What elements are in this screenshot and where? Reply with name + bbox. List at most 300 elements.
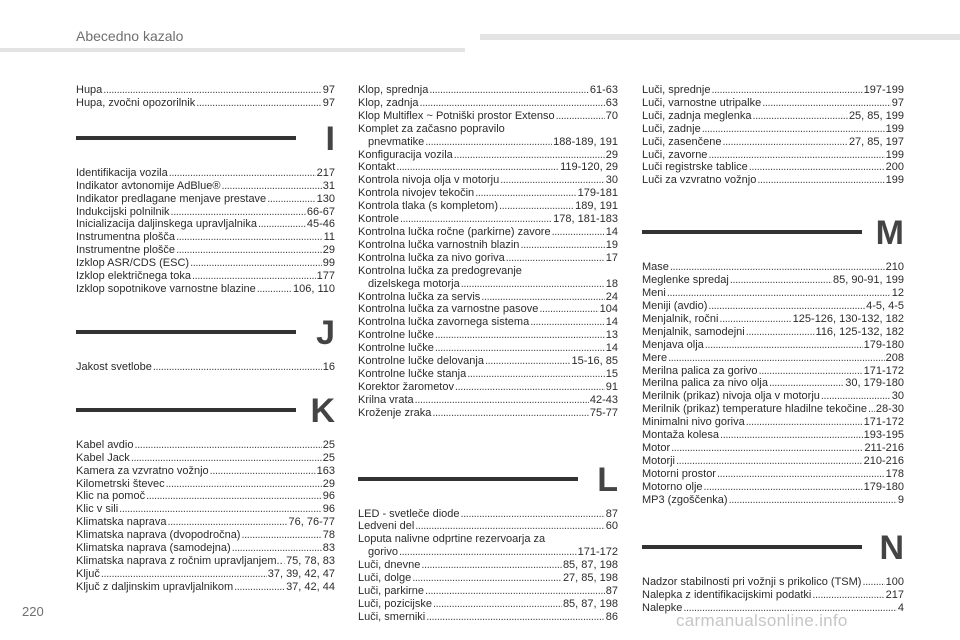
entry-pages: 179-180 <box>863 480 904 493</box>
section-letter: M <box>875 214 904 253</box>
entry-term: Mase <box>642 261 669 274</box>
entry-term: Instrumentne plošče <box>76 244 176 257</box>
index-entry <box>642 84 904 97</box>
index-entry <box>76 439 335 452</box>
entry-pages: 211-216 <box>864 441 904 454</box>
index-entry <box>642 377 904 390</box>
entry-pages: 70 <box>605 109 618 122</box>
section-letter: J <box>316 313 335 352</box>
entry-pages: 200 <box>885 161 904 174</box>
entry-pages: 37, 39, 42, 47 <box>267 567 335 580</box>
entry-pages: 193-195 <box>863 429 904 442</box>
entry-term: Kontrolne lučke <box>358 342 434 355</box>
entry-term: Kamera za vzvratno vožnjo <box>76 464 209 477</box>
index-entry <box>642 136 904 149</box>
entry-term: Klimatska naprava z ročnim upravljanjem.. <box>76 554 283 567</box>
index-entry <box>642 468 904 481</box>
index-entry <box>358 355 618 368</box>
entry-term: Luči, dolge <box>358 572 412 585</box>
index-entry <box>642 261 904 274</box>
entry-term: Indikator avtonomije AdBlue® <box>76 179 221 192</box>
dot-leader <box>135 439 322 452</box>
dot-leader <box>720 429 863 442</box>
index-entry <box>76 452 335 465</box>
index-entry <box>76 270 335 283</box>
entry-term: Mere <box>642 351 668 364</box>
entry-term: Instrumentna plošča <box>76 231 176 244</box>
m-entries <box>642 261 904 506</box>
entry-pages: 75-77 <box>589 406 618 419</box>
dot-leader <box>169 167 316 180</box>
index-entry <box>76 465 335 478</box>
entry-pages: 4-5, 4-5 <box>866 299 904 312</box>
entry-term: Luči, sprednje <box>642 84 711 96</box>
index-entry <box>358 110 618 123</box>
index-entry <box>358 508 618 521</box>
entry-pages: 78 <box>322 529 335 542</box>
dot-leader <box>166 478 322 491</box>
dot-leader <box>415 520 604 533</box>
entry-pages: 61-63 <box>589 84 618 96</box>
dot-leader <box>190 257 322 270</box>
dot-leader <box>415 394 589 407</box>
index-entry <box>358 226 618 239</box>
entry-term: Meglenke spredaj <box>642 274 729 287</box>
dot-leader <box>862 576 884 589</box>
entry-pages: 31 <box>322 179 335 192</box>
index-entry <box>642 274 904 287</box>
entry-pages: 119-120, 29 <box>560 161 618 174</box>
section-divider <box>76 330 296 334</box>
entry-term: Menjalnik, samodejni <box>642 325 745 338</box>
l-entries-b <box>358 559 618 624</box>
entry-pages: 199 <box>885 174 904 187</box>
entry-pages: 27, 85, 198 <box>562 572 618 585</box>
index-entry <box>76 478 335 491</box>
entry-term: Motorji <box>642 454 676 467</box>
index-entry <box>358 239 618 252</box>
dot-leader <box>433 598 562 611</box>
index-entry <box>642 390 904 403</box>
entry-pages: 85, 90-91, 199 <box>833 274 904 287</box>
dot-leader <box>757 174 884 187</box>
index-entry <box>642 149 904 162</box>
index-entry <box>358 546 618 559</box>
index-entry <box>76 244 335 257</box>
entry-pages: 179-180 <box>863 338 904 351</box>
entry-pages: 97 <box>891 96 904 109</box>
dot-leader <box>812 589 884 602</box>
entry-pages: 171-172 <box>863 364 904 377</box>
dot-leader <box>454 149 605 162</box>
entry-term: Luči za vzvratno vožnjo <box>642 174 757 187</box>
dot-leader <box>176 231 323 244</box>
index-entry <box>642 365 904 378</box>
entry-pages: 45-46 <box>306 218 335 231</box>
section-letter: N <box>879 529 904 568</box>
dot-leader <box>455 381 605 394</box>
entry-term: Luči registrske tablice <box>642 161 748 174</box>
entry-term: Luči, zasenčene <box>642 135 722 148</box>
dot-leader <box>708 300 865 313</box>
dot-leader <box>717 468 885 481</box>
entry-term: Kontakt <box>358 161 396 174</box>
index-entry <box>358 161 618 174</box>
entry-term: Luči, zavorne <box>642 148 708 161</box>
index-entry <box>642 161 904 174</box>
index-entry <box>358 278 618 291</box>
entry-term: Jakost svetlobe <box>76 360 152 373</box>
entry-term: Motorni prostor <box>642 467 716 480</box>
dot-leader <box>752 110 847 123</box>
entry-pages: 15-16, 85 <box>571 355 618 368</box>
dot-leader <box>539 303 598 316</box>
index-entry <box>76 490 335 503</box>
entry-term: dizelskega motorja <box>368 277 460 290</box>
dot-leader <box>671 442 863 455</box>
index-entry <box>358 187 618 200</box>
dot-leader <box>759 365 863 378</box>
entry-term: Klimatska naprava (dvopodročna) <box>76 529 241 542</box>
entry-pages: 27, 85, 197 <box>848 135 904 148</box>
entry-term: Kroženje zraka <box>358 406 432 419</box>
index-entry <box>76 218 335 231</box>
dot-leader <box>171 206 306 219</box>
entry-pages: 83 <box>322 542 335 555</box>
entry-term: Merilnik (prikaz) nivoja olja v motorju <box>642 390 820 403</box>
section-header-j <box>76 313 335 361</box>
index-entry <box>358 149 618 162</box>
index-entry <box>76 193 335 206</box>
entry-pages: 14 <box>605 225 618 238</box>
section-header-k <box>76 391 335 439</box>
entry-term: Nalepka z identifikacijskimi podatki <box>642 589 812 602</box>
entry-term: Kontrolna lučka za nivo goriva <box>358 251 505 264</box>
entry-term: Meni <box>642 287 666 300</box>
entry-term: Kontrolna lučka ročne (parkirne) zavore <box>358 225 551 238</box>
dot-leader <box>730 274 832 287</box>
dot-leader <box>232 542 322 555</box>
entry-pages: 4 <box>897 602 904 615</box>
entry-pages: 76, 76-77 <box>288 516 335 529</box>
dot-leader <box>769 377 844 390</box>
dot-leader <box>131 452 322 465</box>
dot-leader <box>153 361 322 374</box>
dot-leader <box>435 342 605 355</box>
index-entry <box>642 429 904 442</box>
entry-pages: 97 <box>322 84 335 96</box>
dot-leader <box>176 244 322 257</box>
entry-term: Luči, smerniki <box>358 610 426 623</box>
index-entry <box>76 257 335 270</box>
page-header-title: Abecedno kazalo <box>76 28 184 44</box>
dot-leader <box>420 97 605 110</box>
section-letter: I <box>325 119 335 158</box>
entry-pages: 15 <box>605 367 618 380</box>
entry-pages: 63 <box>605 96 618 109</box>
entry-pages: 96 <box>322 490 335 503</box>
entry-term: Kontrolne lučke delovanja <box>358 355 484 368</box>
dot-leader <box>221 180 321 193</box>
entry-pages: 116, 125-132, 182 <box>815 325 904 338</box>
dot-leader <box>475 187 576 200</box>
dot-leader <box>267 193 315 206</box>
entry-pages: 188-189, 191 <box>553 135 618 148</box>
entry-term: Merilna palica za gorivo <box>642 364 758 377</box>
dot-leader <box>708 149 884 162</box>
index-entry <box>642 494 904 507</box>
entry-term: Kabel avdio <box>76 438 134 451</box>
entry-term: Klop, sprednja <box>358 84 429 96</box>
j-entries <box>76 361 335 374</box>
entry-pages: 104 <box>599 303 618 316</box>
entry-pages: 29 <box>605 148 618 161</box>
entry-term: Merilnik (prikaz) temperature hladilne tekočine <box>642 403 867 416</box>
index-entry <box>358 316 618 329</box>
entry-term: Izklop ASR/CDS (ESC) <box>76 257 190 270</box>
entry-term: Merilna palica za nivo olja <box>642 377 768 390</box>
index-entry <box>358 97 618 110</box>
entry-pages: 66-67 <box>306 205 335 218</box>
index-entry <box>642 589 904 602</box>
entry-pages: 42-43 <box>589 393 618 406</box>
dot-leader <box>719 313 791 326</box>
entry-term: Kontrolna lučka za varnostne pasove <box>358 303 539 316</box>
entry-pages: 199 <box>885 122 904 135</box>
entry-term: Klic v sili <box>76 503 119 516</box>
entry-pages: 60 <box>605 520 618 533</box>
index-entry <box>642 481 904 494</box>
dot-leader <box>432 407 588 420</box>
index-entry <box>642 300 904 313</box>
entry-term: Ključ <box>76 567 100 580</box>
index-entry <box>76 516 335 529</box>
index-entry <box>76 206 335 219</box>
index-entry <box>76 180 335 193</box>
k-entries-c <box>358 291 618 420</box>
index-entry <box>642 123 904 136</box>
entry-pages: 199 <box>885 148 904 161</box>
dot-leader <box>234 581 285 594</box>
entry-term: gorivo <box>368 546 398 559</box>
dot-leader <box>500 174 605 187</box>
index-entry <box>358 559 618 572</box>
index-entry-heading: Loputa nalivne odprtine rezervoarja za <box>358 533 546 546</box>
entry-term: Kontrole <box>358 213 399 226</box>
index-entry-heading: Komplet za začasno popravilo <box>358 122 505 135</box>
index-entry <box>358 520 618 533</box>
entry-pages: 17 <box>605 251 618 264</box>
entry-pages: 163 <box>316 464 335 477</box>
index-entry <box>642 313 904 326</box>
l-entries-a <box>358 508 618 534</box>
entry-pages: 37, 42, 44 <box>286 580 335 593</box>
dot-leader <box>461 508 605 521</box>
index-entry <box>76 167 335 180</box>
index-column-3 <box>642 84 904 615</box>
header-divider-right <box>480 34 960 40</box>
dot-leader <box>552 226 605 239</box>
entry-pages: 100 <box>885 576 904 589</box>
entry-term: Hupa, zvočni opozorilnik <box>76 96 196 109</box>
entry-term: Kontrolna lučka za servis <box>358 290 481 303</box>
dot-leader <box>749 161 885 174</box>
entry-term: Kontrola nivojev tekočin <box>358 187 475 200</box>
entry-pages: 16 <box>322 360 335 373</box>
dot-leader <box>412 572 562 585</box>
section-divider <box>642 545 862 549</box>
entry-pages: 130 <box>316 192 335 205</box>
section-divider <box>642 230 862 234</box>
entry-term: LED - svetleče diode <box>358 507 460 520</box>
index-entry <box>358 381 618 394</box>
entry-term: Luči, dnevne <box>358 559 421 572</box>
dot-leader <box>506 252 605 265</box>
dot-leader <box>429 84 589 97</box>
section-header-i <box>76 119 335 167</box>
index-entry <box>76 84 335 97</box>
entry-term: Konfiguracija vozila <box>358 148 453 161</box>
dot-leader <box>435 329 605 342</box>
index-entry <box>358 84 618 97</box>
dot-leader <box>712 84 863 97</box>
entry-term: Luči, parkirne <box>358 585 425 597</box>
entry-pages: 25, 85, 199 <box>848 109 904 122</box>
entry-pages: 29 <box>322 244 335 257</box>
index-entry <box>642 110 904 123</box>
dot-leader <box>746 416 863 429</box>
dot-leader <box>257 283 292 296</box>
entry-pages: 178 <box>885 467 904 480</box>
entry-pages: 85, 87, 198 <box>562 559 618 572</box>
dot-leader <box>868 403 875 416</box>
index-entry <box>358 394 618 407</box>
dot-leader <box>210 465 316 478</box>
k-entries-a <box>358 84 618 123</box>
index-entry <box>642 326 904 339</box>
dot-leader <box>705 339 863 352</box>
dot-leader <box>821 390 891 403</box>
entry-term: Luči, zadnja meglenka <box>642 109 752 122</box>
entry-pages: 106, 110 <box>292 282 335 295</box>
l-entries <box>642 84 904 187</box>
entry-pages: 18 <box>605 277 618 290</box>
index-column-2 <box>358 84 618 624</box>
index-entry <box>642 416 904 429</box>
index-entry <box>642 576 904 589</box>
entry-term: Kilometrski števec <box>76 477 165 490</box>
index-entry <box>358 329 618 342</box>
entry-pages: 25 <box>322 438 335 451</box>
entry-term: Nadzor stabilnosti pri vožnji s prikolico (TSM) <box>642 576 862 589</box>
entry-term: Identifikacija vozila <box>76 166 168 179</box>
index-entry <box>358 252 618 265</box>
index-entry <box>358 200 618 213</box>
entry-pages: 210-216 <box>863 454 904 467</box>
i-entries <box>76 167 335 296</box>
dot-leader <box>485 355 571 368</box>
entry-term: Menjava olja <box>642 338 704 351</box>
dot-leader <box>421 559 562 572</box>
entry-pages: 87 <box>605 507 618 520</box>
dot-leader <box>667 287 891 300</box>
index-entry <box>76 581 335 594</box>
entry-term: pnevmatike <box>368 135 425 148</box>
entry-term: Hupa <box>76 84 103 96</box>
index-entry <box>642 403 904 416</box>
entry-pages: 24 <box>605 290 618 303</box>
index-entry <box>642 97 904 110</box>
index-entry <box>642 174 904 187</box>
k-entries-b <box>358 149 618 265</box>
h-entries <box>76 84 335 110</box>
entry-pages: 217 <box>885 589 904 602</box>
entry-term: Nalepke <box>642 602 683 615</box>
entry-term: Luči, pozicijske <box>358 597 432 610</box>
index-entry <box>358 342 618 355</box>
section-divider <box>76 136 296 140</box>
entry-pages: 210 <box>885 261 904 274</box>
page-number: 220 <box>22 604 44 619</box>
entry-term: Klimatska naprava <box>76 516 167 529</box>
entry-pages: 29 <box>322 477 335 490</box>
index-entry <box>358 611 618 624</box>
dot-leader <box>556 110 605 123</box>
entry-pages: 97 <box>322 96 335 109</box>
entry-pages: 217 <box>316 166 335 179</box>
entry-term: MP3 (zgoščenka) <box>642 493 728 506</box>
entry-term: Menjalnik, ročni <box>642 312 719 325</box>
entry-term: Motorno olje <box>642 480 703 493</box>
index-entry <box>358 598 618 611</box>
entry-pages: 171-172 <box>863 416 904 429</box>
index-entry <box>358 407 618 420</box>
entry-term: Krilna vrata <box>358 393 414 406</box>
watermark-text: carmanualsonline.info <box>676 611 848 630</box>
index-entry <box>76 555 335 568</box>
index-entry <box>358 174 618 187</box>
dot-leader <box>119 503 322 516</box>
entry-term: Kontrolna lučka varnostnih blazin <box>358 238 520 251</box>
entry-pages: 178, 181-183 <box>553 213 618 226</box>
entry-pages: 179-181 <box>577 187 618 200</box>
entry-pages: 25 <box>322 451 335 464</box>
entry-pages: 197-199 <box>863 84 904 96</box>
entry-term: Ledveni del <box>358 520 415 533</box>
dot-leader <box>668 352 885 365</box>
entry-term: Klic na pomoč <box>76 490 146 503</box>
index-entry <box>76 283 335 296</box>
entry-term: Motor <box>642 441 671 454</box>
index-entry <box>76 503 335 516</box>
k-entries <box>76 439 335 594</box>
dot-leader <box>396 161 559 174</box>
dot-leader <box>168 516 288 529</box>
dot-leader <box>400 213 552 226</box>
entry-term: Meniji (avdio) <box>642 299 708 312</box>
dot-leader <box>499 200 574 213</box>
entry-pages: 12 <box>891 287 904 300</box>
index-entry <box>76 361 335 374</box>
entry-term: Klimatska naprava (samodejna) <box>76 542 231 555</box>
entry-term: Korektor žarometov <box>358 380 454 393</box>
entry-pages: 125-126, 130-132, 182 <box>792 312 904 325</box>
index-entry <box>642 455 904 468</box>
entry-term: Indukcijski polnilnik <box>76 205 170 218</box>
entry-term: Indikator predlagane menjave prestave <box>76 192 267 205</box>
dot-leader <box>520 239 604 252</box>
entry-pages: 28-30 <box>875 403 904 416</box>
